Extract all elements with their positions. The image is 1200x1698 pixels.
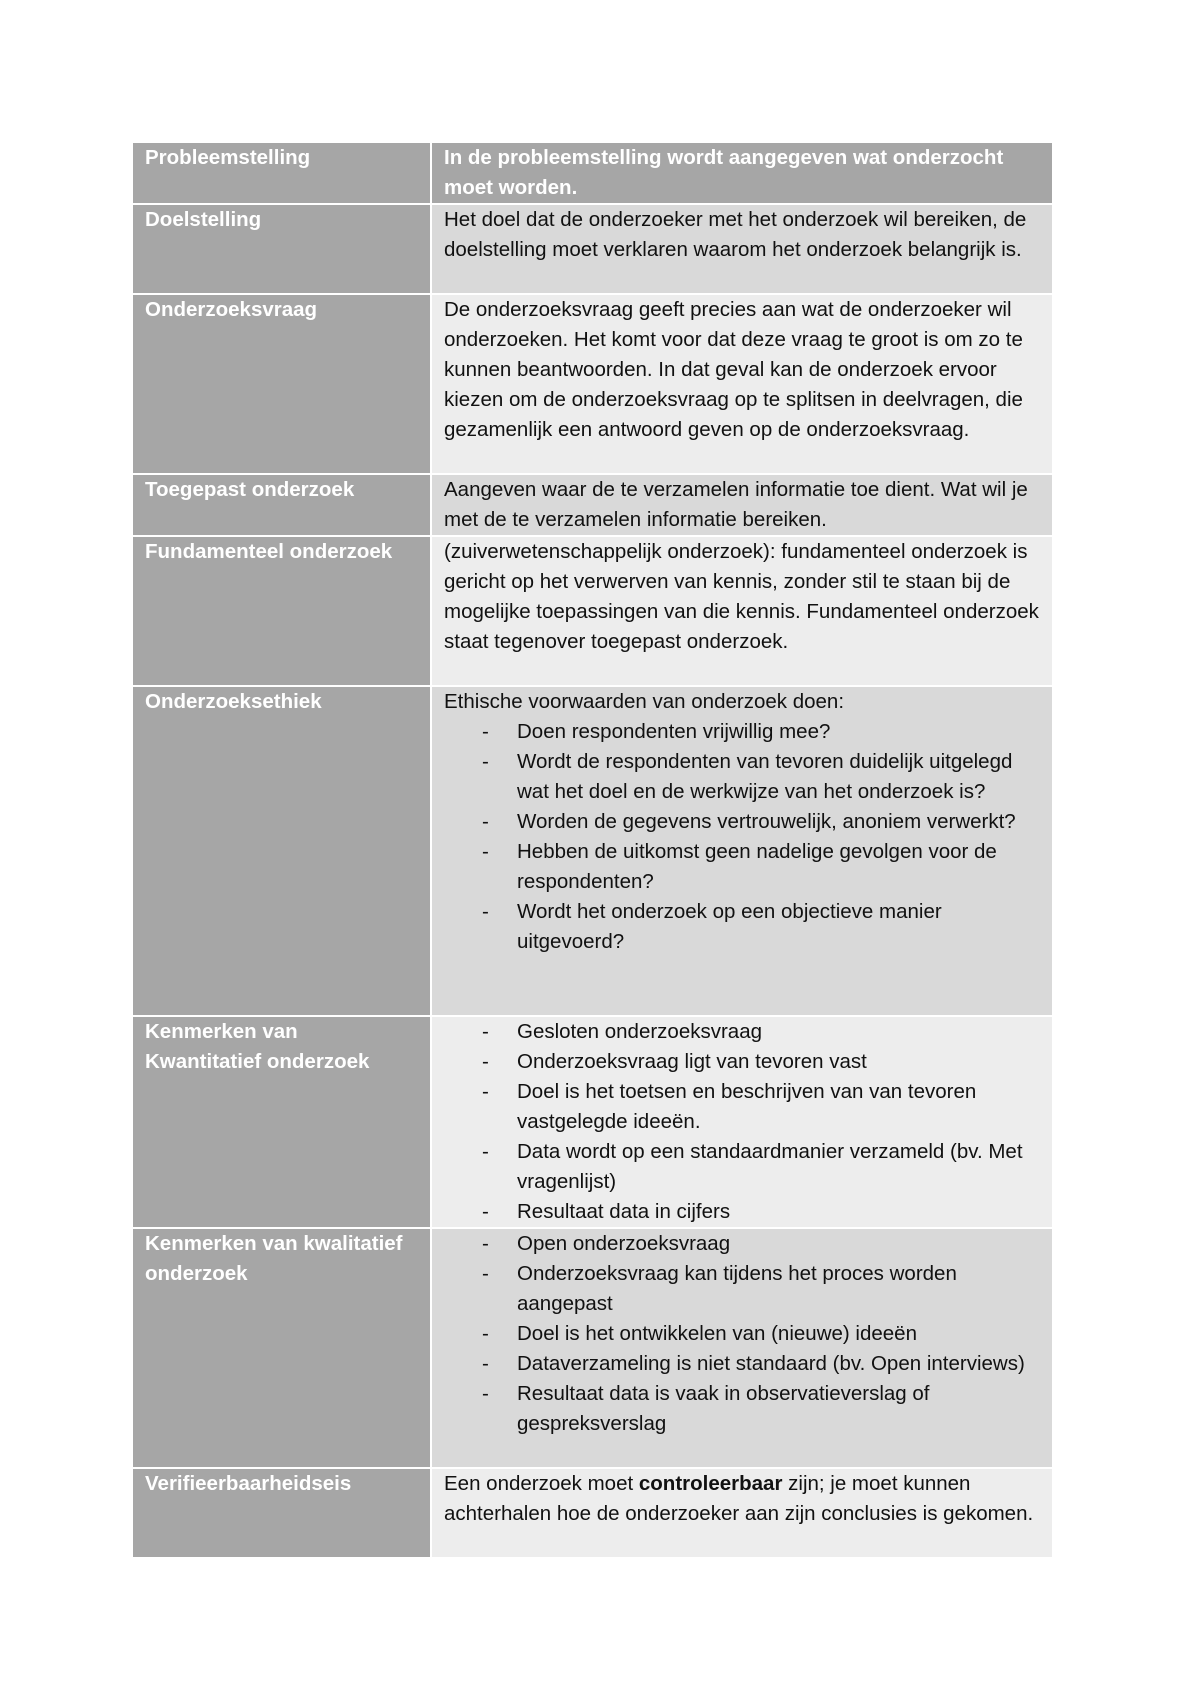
definitions-table [133,143,1052,1559]
text-segment: zijn; je moet kunnen achterhalen hoe de onderzoeker aan zijn conclusies is gekomen. [444,1472,1034,1525]
description-cell [431,686,1052,1016]
list-item: - Wordt het onderzoek op een objectieve manier uitgevoerd? [444,897,1040,957]
table-row [133,143,1052,204]
list-item: - Open onderzoeksvraag [444,1229,1040,1259]
list-item: - Resultaat data is vaak in observatieverslag of gespreksverslag [444,1379,1040,1439]
description-cell: (zuiverwetenschappelijk onderzoek): fundamenteel onderzoek is gericht op het verwerven van kennis, zonder stil te staan bij de mogelijke toepassingen van die kennis. Fundamenteel onderzoek staat tegenover toegepast onderzoek. [431,536,1052,686]
term-cell: Toegepast onderzoek [133,474,431,536]
description-cell: In de probleemstelling wordt aangegeven wat onderzocht moet worden. [431,143,1052,204]
table-row [133,1468,1052,1558]
description-cell [431,1016,1052,1228]
table-row [133,536,1052,686]
emphasis-keyword: controleerbaar [638,1472,783,1495]
bullet-list [444,1017,1040,1227]
list-intro: Ethische voorwaarden van onderzoek doen: [444,690,845,713]
list-item: - Onderzoeksvraag ligt van tevoren vast [444,1047,1040,1077]
description-cell: Het doel dat de onderzoeker met het onderzoek wil bereiken, de doelstelling moet verklaren waarom het onderzoek belangrijk is. [431,204,1052,294]
list-item: - Hebben de uitkomst geen nadelige gevolgen voor de respondenten? [444,837,1040,897]
bullet-list [444,1229,1040,1439]
term-cell: Verifieerbaarheidseis [133,1468,431,1558]
list-item: - Worden de gegevens vertrouwelijk, anoniem verwerkt? [444,807,1040,837]
table-row [133,1228,1052,1468]
description-cell [431,1228,1052,1468]
term-cell: Fundamenteel onderzoek [133,536,431,686]
list-item: - Doel is het toetsen en beschrijven van van tevoren vastgelegde ideeën. [444,1077,1040,1137]
term-cell: Onderzoeksvraag [133,294,431,474]
list-item: - Onderzoeksvraag kan tijdens het proces worden aangepast [444,1259,1040,1319]
text-segment: Een onderzoek moet [444,1472,639,1495]
description-cell [431,1468,1052,1558]
table-row [133,686,1052,1016]
list-item: - Data wordt op een standaardmanier verzameld (bv. Met vragenlijst) [444,1137,1040,1197]
list-item: - Gesloten onderzoeksvraag [444,1017,1040,1047]
term-line: Kenmerken van [145,1020,298,1043]
term-cell [133,1016,431,1228]
table-row [133,474,1052,536]
description-cell: Aangeven waar de te verzamelen informatie toe dient. Wat wil je met de te verzamelen informatie bereiken. [431,474,1052,536]
list-item: - Doel is het ontwikkelen van (nieuwe) ideeën [444,1319,1040,1349]
table-row [133,294,1052,474]
description-cell: De onderzoeksvraag geeft precies aan wat de onderzoeker wil onderzoeken. Het komt voor dat deze vraag te groot is om zo te kunnen beantwoorden. In dat geval kan de onderzoek ervoor kiezen om de onderzoeksvraag op te splitsen in deelvragen, die gezamenlijk een antwoord geven op de onderzoeksvraag. [431,294,1052,474]
term-cell: Probleemstelling [133,143,431,204]
list-item: - Doen respondenten vrijwillig mee? [444,717,1040,747]
list-item: - Dataverzameling is niet standaard (bv. Open interviews) [444,1349,1040,1379]
term-cell: Doelstelling [133,204,431,294]
table-row [133,204,1052,294]
term-cell: Kenmerken van kwalitatief onderzoek [133,1228,431,1468]
term-line: Kwantitatief onderzoek [145,1050,370,1073]
list-item: - Wordt de respondenten van tevoren duidelijk uitgelegd wat het doel en de werkwijze van het onderzoek is? [444,747,1040,807]
bullet-list [444,717,1040,957]
list-item: - Resultaat data in cijfers [444,1197,1040,1227]
term-cell: Onderzoeksethiek [133,686,431,1016]
table-row [133,1016,1052,1228]
